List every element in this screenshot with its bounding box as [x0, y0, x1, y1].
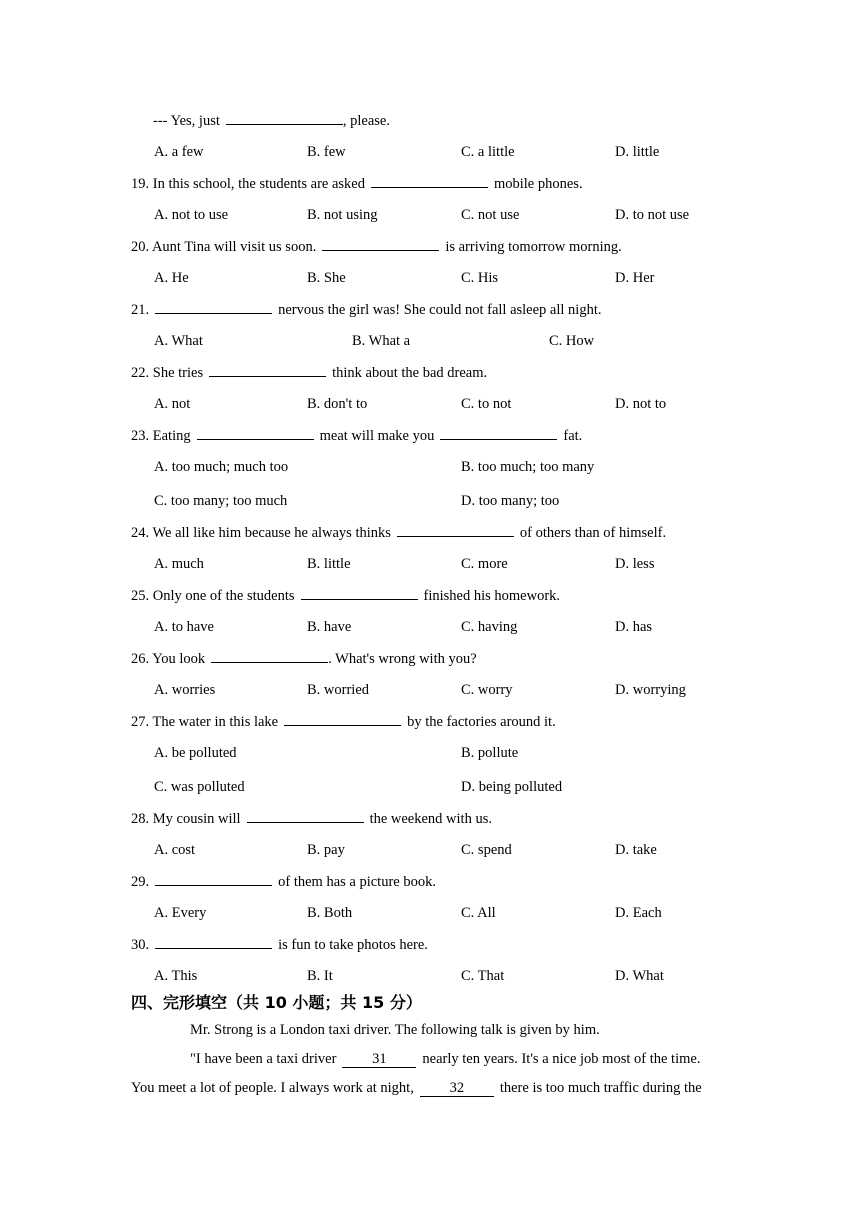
option-a: A. not to use — [154, 207, 229, 223]
option-d: D. Her — [615, 270, 655, 286]
passage-line — [190, 1050, 700, 1068]
question-text: finished his homework. — [423, 588, 561, 604]
question-text: , please. — [342, 113, 390, 129]
question-23 — [131, 426, 582, 445]
question-text: 24. We all like him because he always thinks — [131, 525, 391, 541]
question-text: of others than of himself. — [519, 525, 667, 541]
question-25 — [131, 586, 560, 605]
option-a: A. to have — [154, 619, 214, 635]
question-21 — [131, 300, 601, 319]
question-text: the weekend with us. — [369, 811, 492, 827]
answer-blank[interactable] — [440, 426, 557, 440]
section-heading: 四、完形填空（共 10 小题；共 15 分） — [131, 993, 422, 1012]
option-a: A. This — [154, 968, 198, 984]
question-24 — [131, 523, 666, 542]
option-c: C. That — [461, 968, 505, 984]
option-c: C. to not — [461, 396, 512, 412]
option-d: D. not to — [615, 396, 667, 412]
option-b: B. pay — [307, 842, 345, 858]
answer-blank[interactable] — [155, 872, 272, 886]
answer-blank[interactable] — [397, 523, 514, 537]
option-b: B. little — [307, 556, 351, 572]
question-text: 19. In this school, the students are asked — [131, 176, 365, 192]
answer-blank[interactable] — [247, 809, 364, 823]
option-a: A. Every — [154, 905, 207, 921]
question-text: 21. — [131, 302, 150, 318]
option-b: B. don't to — [307, 396, 368, 412]
passage-text: You meet a lot of people. I always work at night, — [131, 1080, 414, 1096]
answer-blank[interactable] — [301, 586, 418, 600]
question-text: by the factories around it. — [407, 714, 556, 730]
option-a: A. cost — [154, 842, 196, 858]
question-text: 20. Aunt Tina will visit us soon. — [131, 239, 317, 255]
option-c: C. not use — [461, 207, 520, 223]
question-text: 27. The water in this lake — [131, 714, 279, 730]
option-a: A. much — [154, 556, 204, 572]
answer-blank[interactable] — [284, 712, 401, 726]
question-20 — [131, 237, 622, 256]
option-b: B. worried — [307, 682, 370, 698]
passage-line: Mr. Strong is a London taxi driver. The following talk is given by him. — [190, 1022, 600, 1038]
option-a: A. He — [154, 270, 189, 286]
cloze-blank-32[interactable]: 32 — [420, 1081, 494, 1097]
option-b: B. It — [307, 968, 333, 984]
question-text: 23. Eating — [131, 428, 191, 444]
option-a: A. a few — [154, 144, 204, 160]
answer-blank[interactable] — [226, 111, 343, 125]
option-c: C. too many; too much — [154, 493, 288, 509]
answer-blank[interactable] — [155, 300, 272, 314]
question-text: mobile phones. — [493, 176, 583, 192]
option-c: C. was polluted — [154, 779, 245, 795]
question-text: 22. She tries — [131, 365, 204, 381]
question-26 — [131, 649, 477, 668]
question-text: nervous the girl was! She could not fall asleep all night. — [278, 302, 602, 318]
option-c: C. spend — [461, 842, 512, 858]
option-d: D. Each — [615, 905, 662, 921]
option-a: A. not — [154, 396, 191, 412]
answer-blank[interactable] — [209, 363, 326, 377]
question-28 — [131, 809, 492, 828]
passage-text: nearly ten years. It's a nice job most of the time. — [422, 1051, 701, 1067]
option-d: D. What — [615, 968, 664, 984]
option-a: A. be polluted — [154, 745, 237, 761]
passage-text: there is too much traffic during the — [499, 1080, 702, 1096]
option-d: D. has — [615, 619, 653, 635]
question-text: 25. Only one of the students — [131, 588, 295, 604]
question-text: think about the bad dream. — [332, 365, 488, 381]
question-text: . What's wrong with you? — [328, 651, 477, 667]
question-29 — [131, 872, 436, 891]
question-text: is arriving tomorrow morning. — [445, 239, 622, 255]
option-a: A. too much; much too — [154, 459, 289, 475]
question-text: meat will make you — [319, 428, 435, 444]
question-text: of them has a picture book. — [278, 874, 436, 890]
option-d: D. little — [615, 144, 660, 160]
option-b: B. few — [307, 144, 346, 160]
option-d: D. to not use — [615, 207, 690, 223]
option-b: B. have — [307, 619, 352, 635]
question-text: --- Yes, just — [153, 113, 220, 129]
option-c: C. How — [549, 333, 595, 349]
option-a: A. worries — [154, 682, 216, 698]
option-c: C. having — [461, 619, 518, 635]
answer-blank[interactable] — [371, 174, 488, 188]
question-text: 29. — [131, 874, 150, 890]
option-d: D. take — [615, 842, 657, 858]
passage-line — [131, 1079, 702, 1097]
option-d: D. too many; too — [461, 493, 560, 509]
option-b: B. What a — [352, 333, 411, 349]
question-22 — [131, 363, 487, 382]
question-18-tail — [153, 111, 390, 130]
question-text: 28. My cousin will — [131, 811, 241, 827]
option-b: B. Both — [307, 905, 353, 921]
option-c: C. His — [461, 270, 499, 286]
option-b: B. not using — [307, 207, 378, 223]
answer-blank[interactable] — [211, 649, 328, 663]
option-d: D. being polluted — [461, 779, 563, 795]
passage-text: "I have been a taxi driver — [190, 1051, 337, 1067]
option-b: B. She — [307, 270, 346, 286]
question-27 — [131, 712, 556, 731]
option-d: D. less — [615, 556, 655, 572]
answer-blank[interactable] — [155, 935, 272, 949]
question-text: 26. You look — [131, 651, 206, 667]
option-c: C. worry — [461, 682, 513, 698]
option-a: A. What — [154, 333, 203, 349]
question-text: is fun to take photos here. — [278, 937, 428, 953]
question-30 — [131, 935, 428, 954]
option-b: B. too much; too many — [461, 459, 595, 475]
option-d: D. worrying — [615, 682, 686, 698]
question-19 — [131, 174, 583, 193]
option-c: C. All — [461, 905, 496, 921]
question-text: fat. — [563, 428, 583, 444]
answer-blank[interactable] — [197, 426, 314, 440]
question-text: 30. — [131, 937, 150, 953]
option-b: B. pollute — [461, 745, 519, 761]
option-c: C. a little — [461, 144, 515, 160]
answer-blank[interactable] — [322, 237, 439, 251]
option-c: C. more — [461, 556, 508, 572]
cloze-blank-31[interactable]: 31 — [342, 1052, 416, 1068]
